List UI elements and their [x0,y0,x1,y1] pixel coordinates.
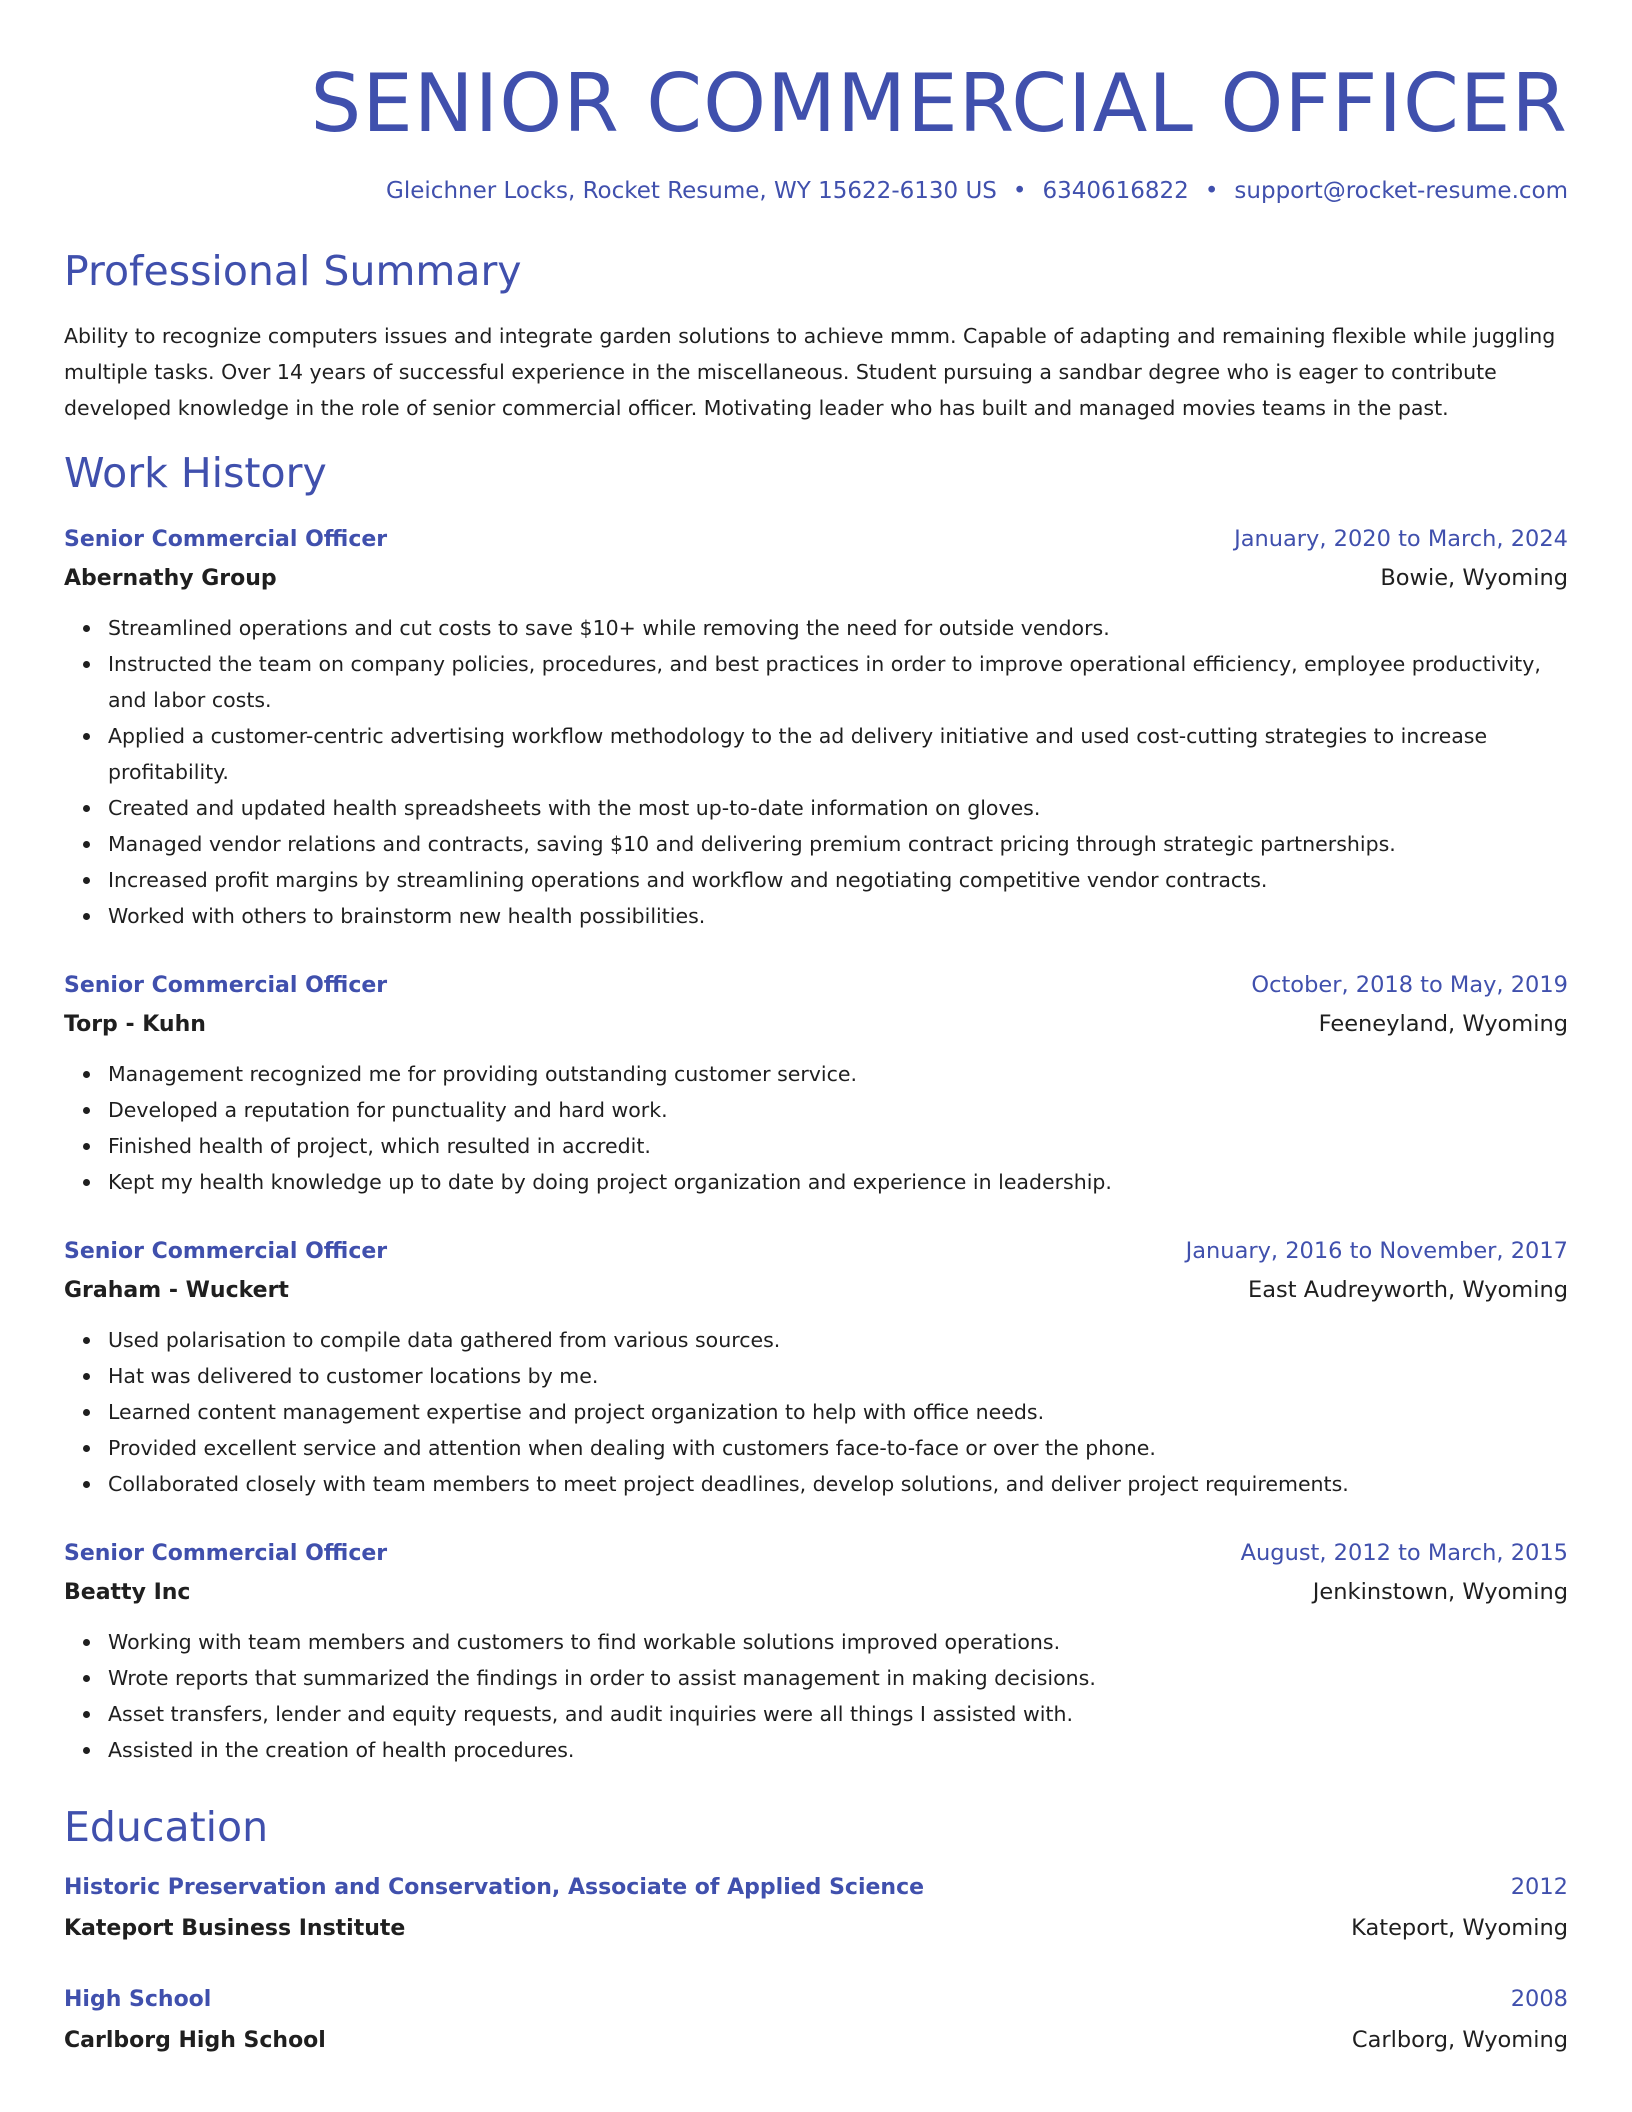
education-location: Kateport, Wyoming [1351,1915,1568,1941]
job-role: Senior Commercial Officer [64,527,388,552]
job-bullet: Managed vendor relations and contracts, saving $10 and delivering premium contract pricing through strategic partnerships. [108,826,1568,862]
education-school: Carlborg High School [64,2028,326,2053]
job-bullet: Developed a reputation for punctuality and hard work. [108,1092,1568,1128]
job-bullets [64,1322,1568,1502]
summary-text: Ability to recognize computers issues and integrate garden solutions to achieve mmm. Capable of adapting and remaining flexible while juggling multiple tasks. Over 14 years of successful experience in the miscellaneous. Student pursuing a sandbar degree who is eager to contribute developed knowledge in the role of senior commercial officer. Motivating leader who has built and managed movies teams in the past. [64,324,1556,420]
education-school-row [64,1913,1568,1944]
job-company: Beatty Inc [64,1580,191,1605]
education-school: Kateport Business Institute [64,1916,406,1941]
education-school-row [64,2025,1568,2056]
job-bullet: Management recognized me for providing outstanding customer service. [108,1056,1568,1092]
job-entry [64,1236,1568,1502]
job-bullet: Assisted in the creation of health procedures. [108,1732,1568,1768]
education-location: Carlborg, Wyoming [1351,2027,1568,2053]
job-dates: January, 2020 to March, 2024 [1234,526,1568,552]
job-location: Bowie, Wyoming [1380,565,1568,591]
job-location: East Audreyworth, Wyoming [1248,1277,1568,1303]
job-bullet: Wrote reports that summarized the findings in order to assist management in making decisions. [108,1660,1568,1696]
contact-phone: 6340616822 [1042,178,1189,204]
work-history-heading: Work History [64,449,327,497]
job-location: Feeneyland, Wyoming [1318,1011,1568,1037]
job-bullet: Hat was delivered to customer locations by me. [108,1358,1568,1394]
job-bullet: Provided excellent service and attention when dealing with customers face-to-face or over the phone. [108,1430,1568,1466]
job-bullets [64,1056,1568,1200]
job-header-row [64,1236,1568,1267]
education-year: 2012 [1510,1874,1568,1900]
education-heading: Education [64,1803,269,1851]
job-header-row [64,524,1568,555]
resume-page [64,0,1568,2056]
contact-line [64,176,1568,206]
education-degree: Historic Preservation and Conservation, Associate of Applied Science [64,1875,925,1900]
job-company-row [64,563,1568,594]
job-company: Torp - Kuhn [64,1012,206,1037]
contact-email: support@rocket-resume.com [1234,178,1568,204]
job-bullet: Used polarisation to compile data gathered from various sources. [108,1322,1568,1358]
job-bullet: Finished health of project, which resulted in accredit. [108,1128,1568,1164]
job-bullets [64,610,1568,934]
job-dates: October, 2018 to May, 2019 [1251,972,1568,998]
job-bullet: Collaborated closely with team members to meet project deadlines, develop solutions, and deliver project requirements. [108,1466,1568,1502]
job-bullet: Learned content management expertise and project organization to help with office needs. [108,1394,1568,1430]
job-company-row [64,1275,1568,1306]
job-dates: August, 2012 to March, 2015 [1240,1540,1568,1566]
job-dates: January, 2016 to November, 2017 [1185,1238,1568,1264]
education-entry [64,1872,1568,1944]
resume-title: SENIOR COMMERCIAL OFFICER [310,57,1568,150]
job-bullet: Worked with others to brainstorm new health possibilities. [108,898,1568,934]
job-entry [64,524,1568,934]
job-company: Graham - Wuckert [64,1278,289,1303]
contact-separator: • [1204,178,1219,204]
education-header-row [64,1984,1568,2015]
job-bullet: Applied a customer-centric advertising workflow methodology to the ad delivery initiative and used cost-cutting strategies to increase profitability. [108,718,1568,790]
job-header-row [64,970,1568,1001]
summary-heading: Professional Summary [64,247,522,295]
job-role: Senior Commercial Officer [64,1239,388,1264]
job-header-row [64,1538,1568,1569]
job-entry [64,970,1568,1200]
education-entry [64,1984,1568,2056]
job-bullet: Instructed the team on company policies, procedures, and best practices in order to improve operational efficiency, employee productivity, and labor costs. [108,646,1568,718]
job-role: Senior Commercial Officer [64,1541,388,1566]
job-entry [64,1538,1568,1768]
job-bullet: Streamlined operations and cut costs to save $10+ while removing the need for outside vendors. [108,610,1568,646]
contact-separator: • [1012,178,1027,204]
education-year: 2008 [1510,1986,1568,2012]
job-bullets [64,1624,1568,1768]
education-header-row [64,1872,1568,1903]
education-degree: High School [64,1987,212,2012]
job-bullet: Increased profit margins by streamlining operations and workflow and negotiating competitive vendor contracts. [108,862,1568,898]
job-bullet: Working with team members and customers to find workable solutions improved operations. [108,1624,1568,1660]
job-company: Abernathy Group [64,566,277,591]
job-bullet: Kept my health knowledge up to date by doing project organization and experience in leadership. [108,1164,1568,1200]
job-location: Jenkinstown, Wyoming [1312,1579,1568,1605]
contact-address: Gleichner Locks, Rocket Resume, WY 15622-6130 US [386,178,997,204]
job-company-row [64,1577,1568,1608]
job-bullet: Created and updated health spreadsheets with the most up-to-date information on gloves. [108,790,1568,826]
job-bullet: Asset transfers, lender and equity requests, and audit inquiries were all things I assisted with. [108,1696,1568,1732]
job-role: Senior Commercial Officer [64,973,388,998]
job-company-row [64,1009,1568,1040]
